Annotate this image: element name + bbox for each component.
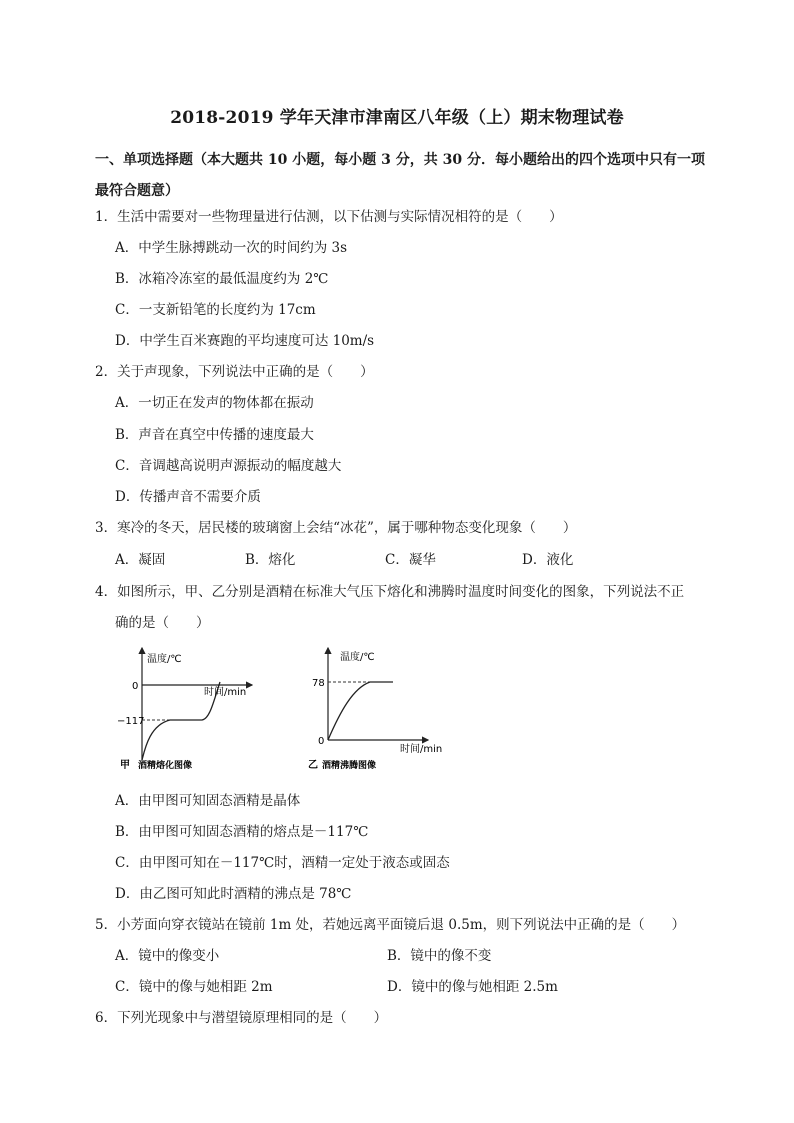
- graph-boiling-tick-top: 78: [312, 678, 325, 689]
- graph-boiling-tick-0: 0: [318, 736, 325, 747]
- question-4-stem-line-1: 4．如图所示，甲、乙分别是酒精在标准大气压下熔化和沸腾时温度时间变化的图象，下列说法不正: [95, 584, 685, 600]
- graph-melting-ylabel: 温度/℃: [147, 654, 182, 665]
- question-2-option-b: B．声音在真空中传播的速度最大: [115, 427, 314, 443]
- graph-melting-caption: 酒精熔化图像: [138, 761, 193, 771]
- question-2-option-c: C．音调越高说明声源振动的幅度越大: [115, 458, 342, 474]
- page-title: 2018-2019 学年天津市津南区八年级（上）期末物理试卷: [170, 108, 624, 128]
- graph-boiling: [298, 640, 458, 775]
- graph-boiling-svg: [298, 640, 458, 775]
- graph-boiling-ylabel: 温度/℃: [340, 652, 375, 663]
- question-1-option-a: A．中学生脉搏跳动一次的时间约为 3s: [115, 240, 348, 256]
- question-1-option-d: D．中学生百米赛跑的平均速度可达 10m/s: [115, 333, 375, 349]
- question-1-option-c: C．一支新铅笔的长度约为 17cm: [115, 302, 316, 318]
- graph-melting-svg: [112, 640, 272, 775]
- graph-melting-xlabel: 时间/min: [204, 687, 247, 698]
- question-4-stem-line-2: 确的是（ ）: [115, 615, 210, 631]
- question-3-option-d: D．液化: [522, 552, 574, 568]
- graph-melting: [112, 640, 272, 775]
- question-3-option-a: A．凝固: [115, 552, 166, 568]
- question-4-option-d: D．由乙图可知此时酒精的沸点是 78℃: [115, 886, 352, 902]
- question-5-option-c: C．镜中的像与她相距 2m: [115, 979, 273, 995]
- question-2-option-a: A．一切正在发声的物体都在振动: [115, 395, 314, 411]
- question-4-option-a: A．由甲图可知固态酒精是晶体: [115, 793, 301, 809]
- question-2-stem: 2．关于声现象，下列说法中正确的是（ ）: [95, 364, 374, 380]
- question-5-stem: 5．小芳面向穿衣镜站在镜前 1m 处，若她远离平面镜后退 0.5m，则下列说法中正确的是（ ）: [95, 917, 686, 933]
- graph-boiling-curve: [328, 682, 393, 740]
- question-5-option-b: B．镜中的像不变: [387, 948, 492, 964]
- graph-boiling-caption-mark: 乙: [308, 760, 318, 771]
- graph-melting-caption-mark: 甲: [120, 760, 130, 771]
- question-6-stem: 6．下列光现象中与潜望镜原理相同的是（ ）: [95, 1010, 388, 1026]
- question-4-option-c: C．由甲图可知在－117℃时，酒精一定处于液态或固态: [115, 855, 450, 871]
- graph-boiling-xlabel: 时间/min: [400, 744, 443, 755]
- question-3-stem: 3．寒冷的冬天，居民楼的玻璃窗上会结“冰花”，属于哪种物态变化现象（ ）: [95, 520, 577, 536]
- question-5-option-a: A．镜中的像变小: [115, 948, 220, 964]
- question-3-option-b: B．熔化: [245, 552, 296, 568]
- question-3-option-c: C．凝华: [385, 552, 436, 568]
- graph-melting-tick-low: −117: [117, 716, 145, 727]
- question-2-option-d: D．传播声音不需要介质: [115, 489, 261, 505]
- question-1-stem: 1．生活中需要对一些物理量进行估测，以下估测与实际情况相符的是（ ）: [95, 209, 563, 225]
- question-5-option-d: D．镜中的像与她相距 2.5m: [387, 979, 558, 995]
- section-header: 一、单项选择题（本大题共 10 小题，每小题 3 分，共 30 分．每小题给出的四个选项中只有一项最符合题意）: [95, 152, 705, 199]
- graph-melting-tick-0: 0: [132, 681, 139, 692]
- question-4-option-b: B．由甲图可知固态酒精的熔点是－117℃: [115, 824, 369, 840]
- graph-boiling-caption: 酒精沸腾图像: [322, 761, 377, 771]
- question-1-option-b: B．冰箱冷冻室的最低温度约为 2℃: [115, 271, 329, 287]
